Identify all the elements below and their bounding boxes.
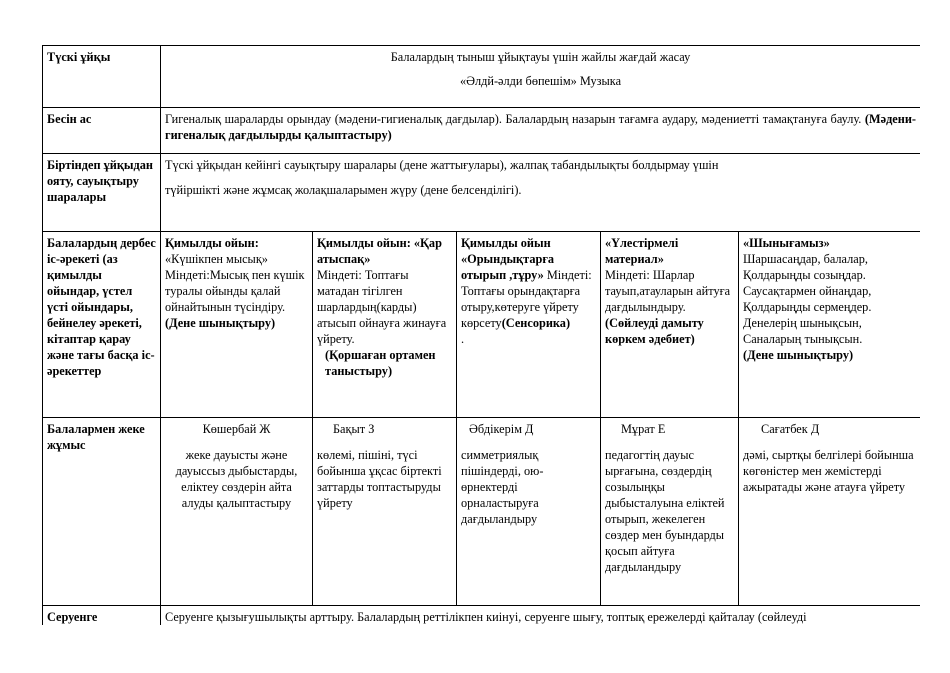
activity-body: «Күшікпен мысық» Міндеті:Мысық пен күшік туралы ойынды қалай ойнайтынын түсіндіру. <box>165 252 305 314</box>
child-name: Сағатбек Д <box>761 422 820 436</box>
child-name: Әбдікерім Д <box>469 422 534 436</box>
label-walk: Серуенге <box>43 606 161 626</box>
activity-title: Қимылды ойын «Орындықтарға отырып ,тұру» <box>461 236 555 282</box>
lunch-text: Гигеналық шараларды орындау (мәдени-гигиеналық дағдылар). Балалардың назарын тағамға аудару, мәдениетті тамақтануға баулу. <box>165 112 862 126</box>
child-name: Мұрат Е <box>621 422 666 436</box>
row-activity <box>43 232 921 418</box>
activity-title: «Үлестірмелі материал» <box>605 236 679 266</box>
activity-tag: (Қоршаған ортамен таныстыру) <box>325 348 436 378</box>
activity-col-5 <box>739 232 921 418</box>
label-wake: Біртіндеп ұйқыдан ояту, сауықтыру шаралары <box>43 154 161 232</box>
lunch-bold: (Мәдени-гигеналық дағдылырды қалыптастыру) <box>165 112 917 142</box>
activity-col-2 <box>313 232 457 418</box>
individual-task: педагогтің дауыс ырғағына, сөздердің созылыңқы дыбысталуына еліктей отырып, жекелеген сөздер мен буындарды қосып айтуға дағдыландыру <box>605 448 725 574</box>
activity-title: Қимылды ойын: <box>165 236 259 250</box>
label-activity: Балалардың дербес іс-әрекеті (аз қимылды ойындар, үстел үсті ойындары, бейнелеу әрекеті, кітаптар қарау және тағы басқа іс-әрекеттер <box>43 232 161 418</box>
individual-task: жеке дауысты және дауыссыз дыбыстарды, еліктеу сөздерін айта алуды қалыптастыру <box>175 448 298 510</box>
activity-tag: (Сөйлеуді дамыту көркем әдебиет) <box>605 316 704 346</box>
individual-col-4 <box>601 418 739 606</box>
activity-col-1 <box>161 232 313 418</box>
activity-tag: (Дене шынықтыру) <box>743 348 854 362</box>
activity-extra: . <box>461 332 465 346</box>
wake-line-2: түйіршікті және жұмсақ жолақшаларымен жүру (дене белсенділігі). <box>165 183 522 197</box>
individual-task: симметриялық пішіндерді, ою-өрнектерді орналастыруға дағдыландыру <box>461 448 544 526</box>
wake-line-1: Түскі ұйқыдан кейінгі сауықтыру шаралары (дене жаттығулары), жалпақ табандылықты болдырмау үшін <box>165 158 719 172</box>
content-lunch <box>161 108 921 154</box>
activity-col-3 <box>457 232 601 418</box>
label-sleep: Түскі ұйқы <box>43 46 161 108</box>
row-individual <box>43 418 921 606</box>
child-name: Бақыт З <box>333 422 375 436</box>
label-lunch: Бесін ас <box>43 108 161 154</box>
content-sleep <box>161 46 921 108</box>
activity-col-4 <box>601 232 739 418</box>
content-walk: Серуенге қызығушылықты арттыру. Балалардың реттілікпен киінуі, серуенге шығу, топтық ережелерді қайталау (сөйлеуді <box>161 606 921 626</box>
individual-col-2 <box>313 418 457 606</box>
individual-task: дәмі, сыртқы белгілері бойынша көгөністер мен жемістерді ажыратады және атауға үйрету <box>743 448 914 494</box>
individual-col-1 <box>161 418 313 606</box>
content-wake <box>161 154 921 232</box>
activity-tag: (Дене шынықтыру) <box>165 316 276 330</box>
activity-title: Қимылды ойын: «Қар атыспақ» <box>317 236 442 266</box>
schedule-page <box>42 45 920 625</box>
activity-body: Міндеті: Шарлар тауып,атауларын айтуға дағдылындыру. <box>605 268 731 314</box>
sleep-line-2: «Әлдй-әлди бөпешім» Музыка <box>459 74 622 88</box>
sleep-line-1: Балалардың тыныш ұйықтауы үшін жайлы жағдай жасау <box>390 50 691 64</box>
activity-body: Міндеті: Топтағы матадан тігілген шарлардың(карды) атысып ойнауға жинауға үйрету. <box>317 268 447 346</box>
row-wake <box>43 154 921 232</box>
daily-schedule-table <box>42 45 920 625</box>
activity-body: Шаршасаңдар, балалар, Қолдарыңды созыңдар. Саусақтармен ойнаңдар, Қолдарыңды сермеңдер. Денелерің шынықсын, Саналарың тынықсын. <box>743 252 872 346</box>
individual-col-3 <box>457 418 601 606</box>
row-sleep <box>43 46 921 108</box>
activity-title: «Шынығамыз» <box>743 236 830 250</box>
row-walk <box>43 606 921 626</box>
activity-tag: (Сенсорика) <box>501 316 571 330</box>
row-lunch <box>43 108 921 154</box>
individual-task: көлемі, пішіні, түсі бойынша ұқсас біртекті заттарды топтастыруды үйрету <box>317 448 442 510</box>
activity-body: Міндеті: Топтағы орындақтарға отыру,көтеруге үйрету көрсету <box>461 268 592 330</box>
label-individual: Балалармен жеке жұмыс <box>43 418 161 606</box>
individual-col-5 <box>739 418 921 606</box>
child-name: Көшербай Ж <box>202 422 271 436</box>
